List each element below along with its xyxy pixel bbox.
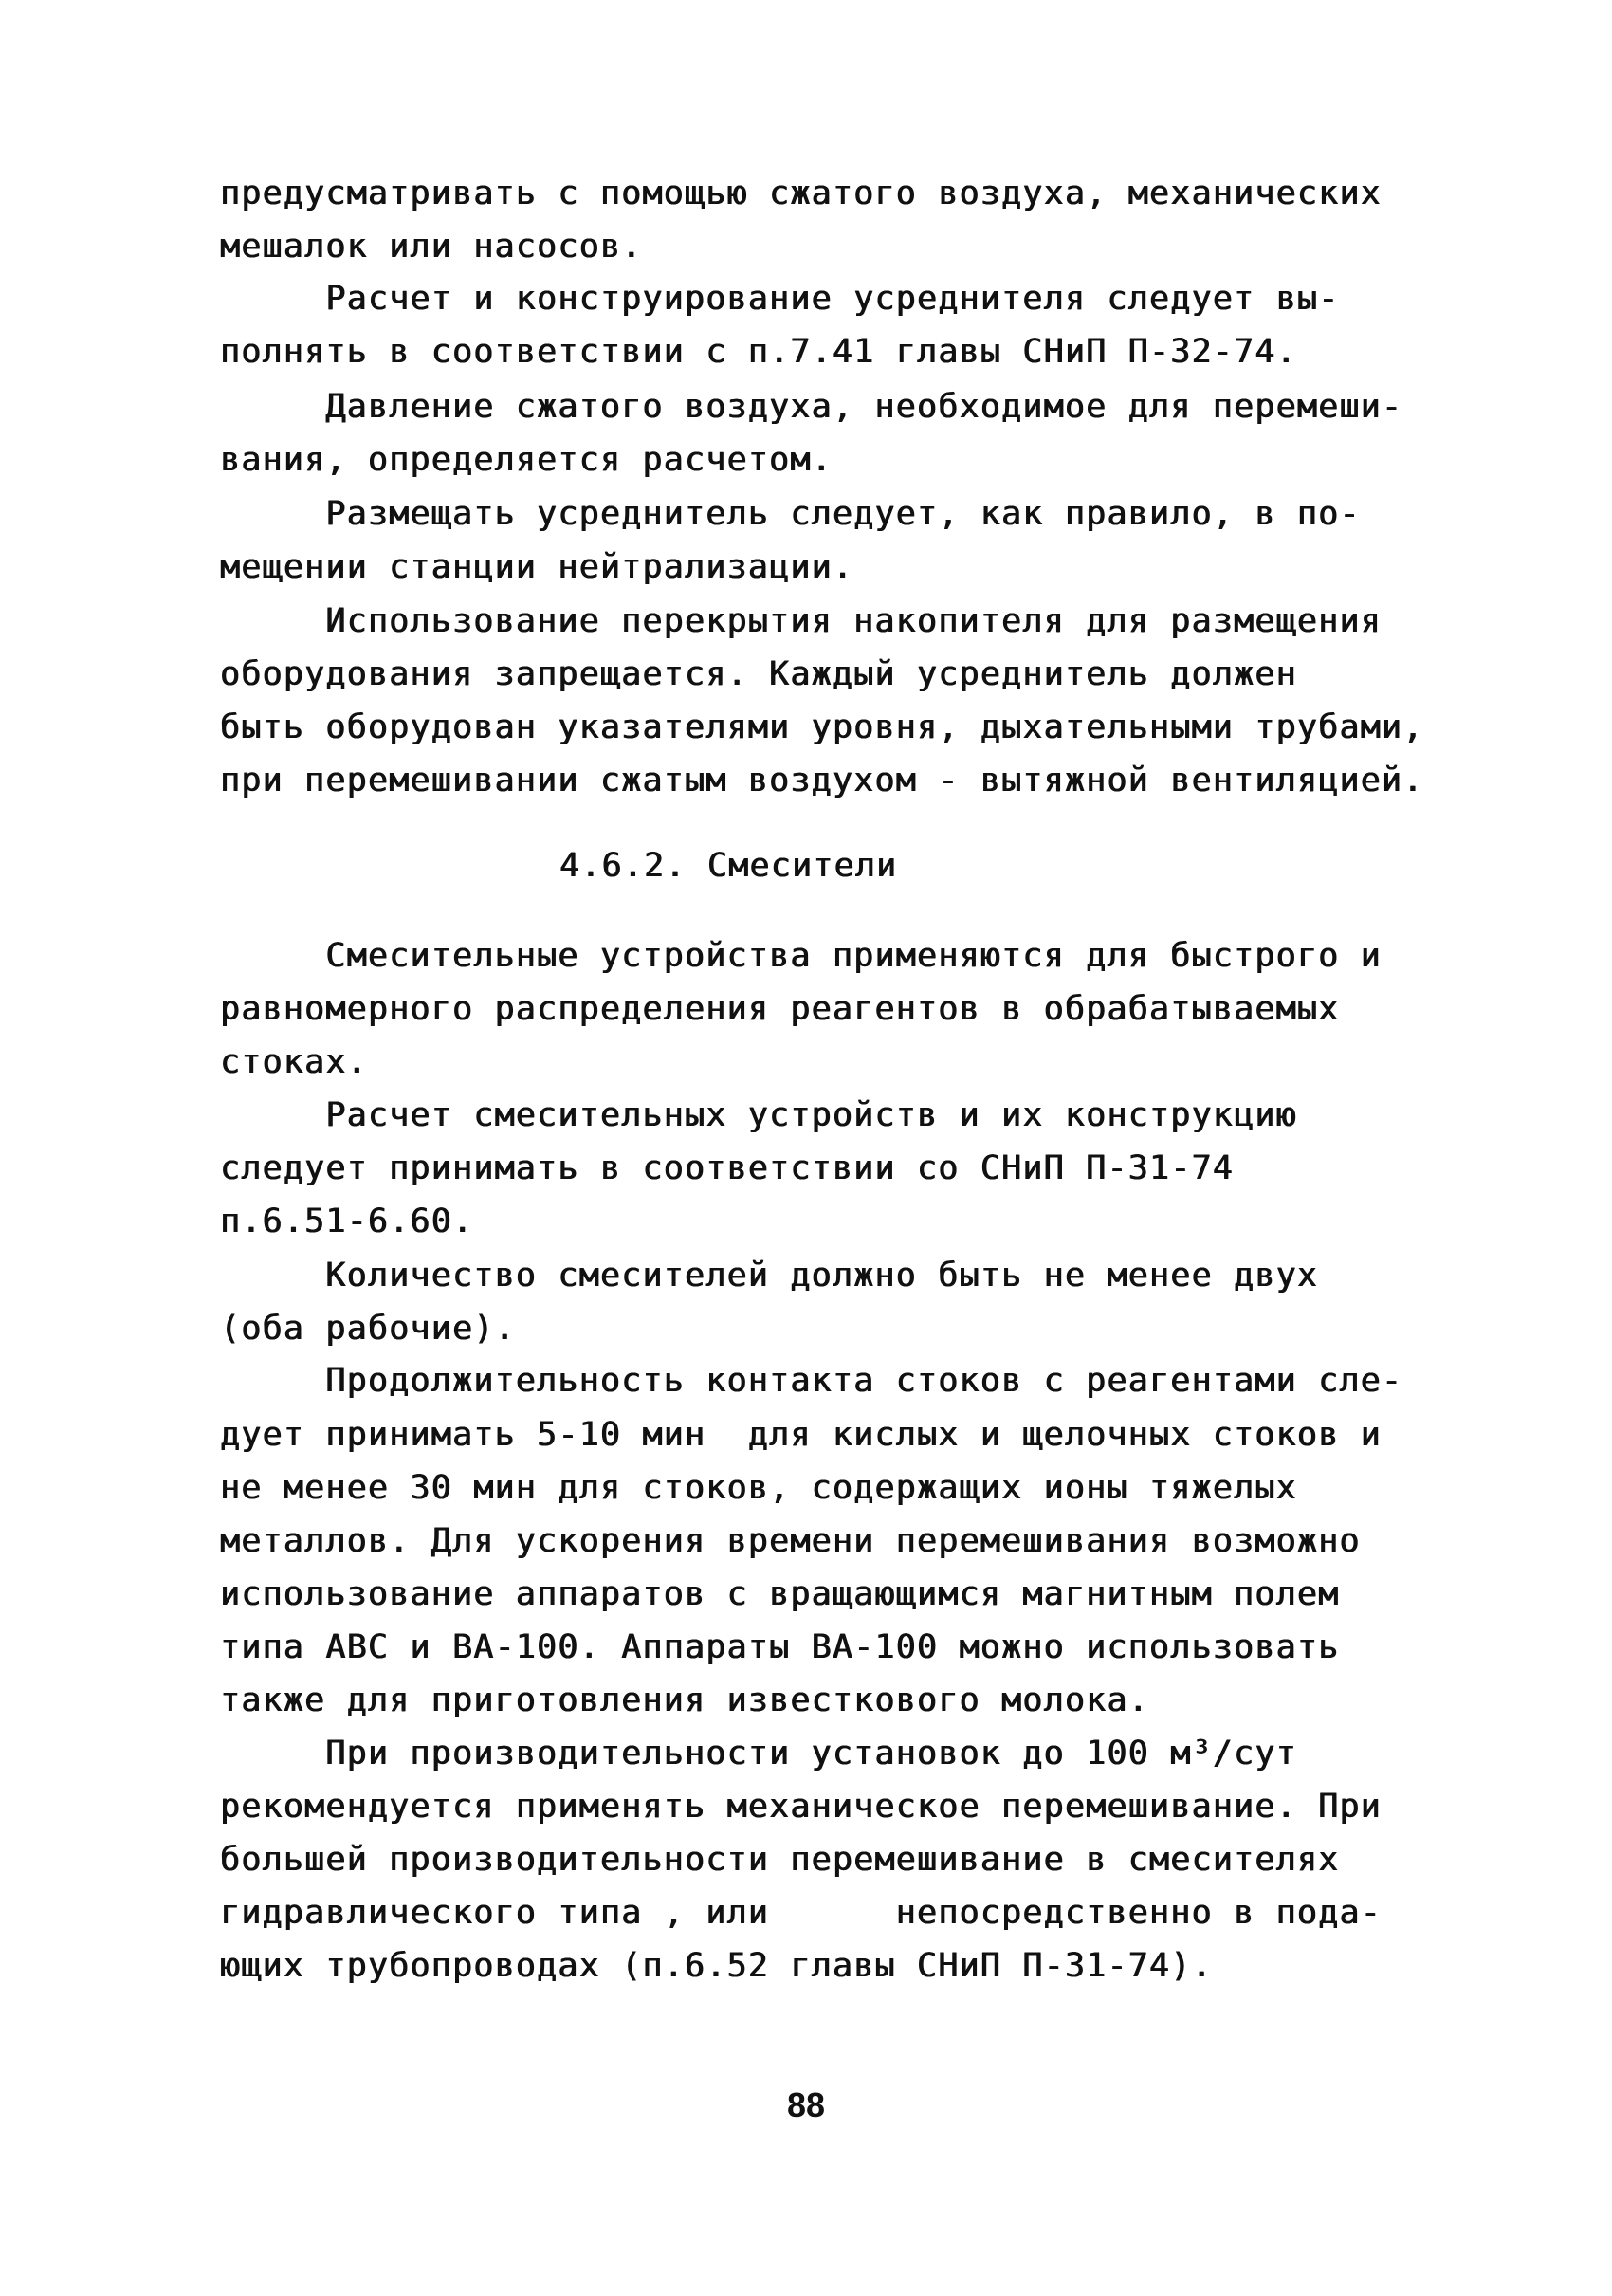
text-line: предусматривать с помощью сжатого воздуха, механических bbox=[220, 174, 1382, 212]
text-line: большей производительности перемешивание в смесителях bbox=[220, 1841, 1340, 1879]
text-line: При производительности установок до 100 м³/сут bbox=[220, 1735, 1297, 1773]
text-line: при перемешивании сжатым воздухом - вытяжной вентиляцией. bbox=[220, 762, 1424, 799]
text-line: равномерного распределения реагентов в обрабатываемых bbox=[220, 990, 1340, 1028]
text-line: Давление сжатого воздуха, необходимое для перемеши- bbox=[220, 388, 1403, 426]
text-line: мешалок или насосов. bbox=[220, 228, 643, 266]
text-line: оборудования запрещается. Каждый усреднитель должен bbox=[220, 655, 1297, 693]
text-line: п.6.51-6.60. bbox=[220, 1203, 474, 1240]
page-number: 88 bbox=[786, 2085, 826, 2124]
text-line: Расчет смесительных устройств и их конструкцию bbox=[220, 1096, 1297, 1134]
text-line: мещении станции нейтрализации. bbox=[220, 548, 854, 586]
text-line: следует принимать в соответствии со СНиП П-31-74 bbox=[220, 1149, 1235, 1187]
text-line: Смесительные устройства применяются для быстрого и bbox=[220, 937, 1382, 975]
text-line: полнять в соответствии с п.7.41 главы СНиП П-32-74. bbox=[220, 333, 1297, 371]
text-line: ющих трубопроводах (п.6.52 главы СНиП П-31-74). bbox=[220, 1947, 1213, 1985]
text-line: использование аппаратов с вращающимся магнитным полем bbox=[220, 1575, 1340, 1613]
text-line: также для приготовления известкового молока. bbox=[220, 1681, 1149, 1719]
text-line: вания, определяется расчетом. bbox=[220, 441, 833, 479]
text-line: Количество смесителей должно быть не менее двух bbox=[220, 1257, 1319, 1295]
section-heading: 4.6.2. Смесители bbox=[559, 847, 898, 885]
text-line: гидравлического типа , или непосредственно в пода- bbox=[220, 1894, 1382, 1932]
text-line: не менее 30 мин для стоков, содержащих ионы тяжелых bbox=[220, 1469, 1297, 1507]
text-line: быть оборудован указателями уровня, дыхательными трубами, bbox=[220, 708, 1424, 746]
text-line: дует принимать 5-10 мин для кислых и щелочных стоков и bbox=[220, 1416, 1382, 1454]
text-line: рекомендуется применять механическое перемешивание. При bbox=[220, 1788, 1382, 1826]
text-line: металлов. Для ускорения времени перемешивания возможно bbox=[220, 1522, 1361, 1560]
text-line: типа АВС и ВА-100. Аппараты ВА-100 можно использовать bbox=[220, 1628, 1340, 1666]
text-line: Расчет и конструирование усреднителя следует вы- bbox=[220, 280, 1340, 318]
text-line: (оба рабочие). bbox=[220, 1310, 516, 1348]
text-line: стоках. bbox=[220, 1043, 368, 1081]
text-line: Использование перекрытия накопителя для размещения bbox=[220, 602, 1382, 640]
text-line: Продолжительность контакта стоков с реагентами сле- bbox=[220, 1362, 1403, 1400]
text-line: Размещать усреднитель следует, как правило, в по- bbox=[220, 495, 1361, 533]
